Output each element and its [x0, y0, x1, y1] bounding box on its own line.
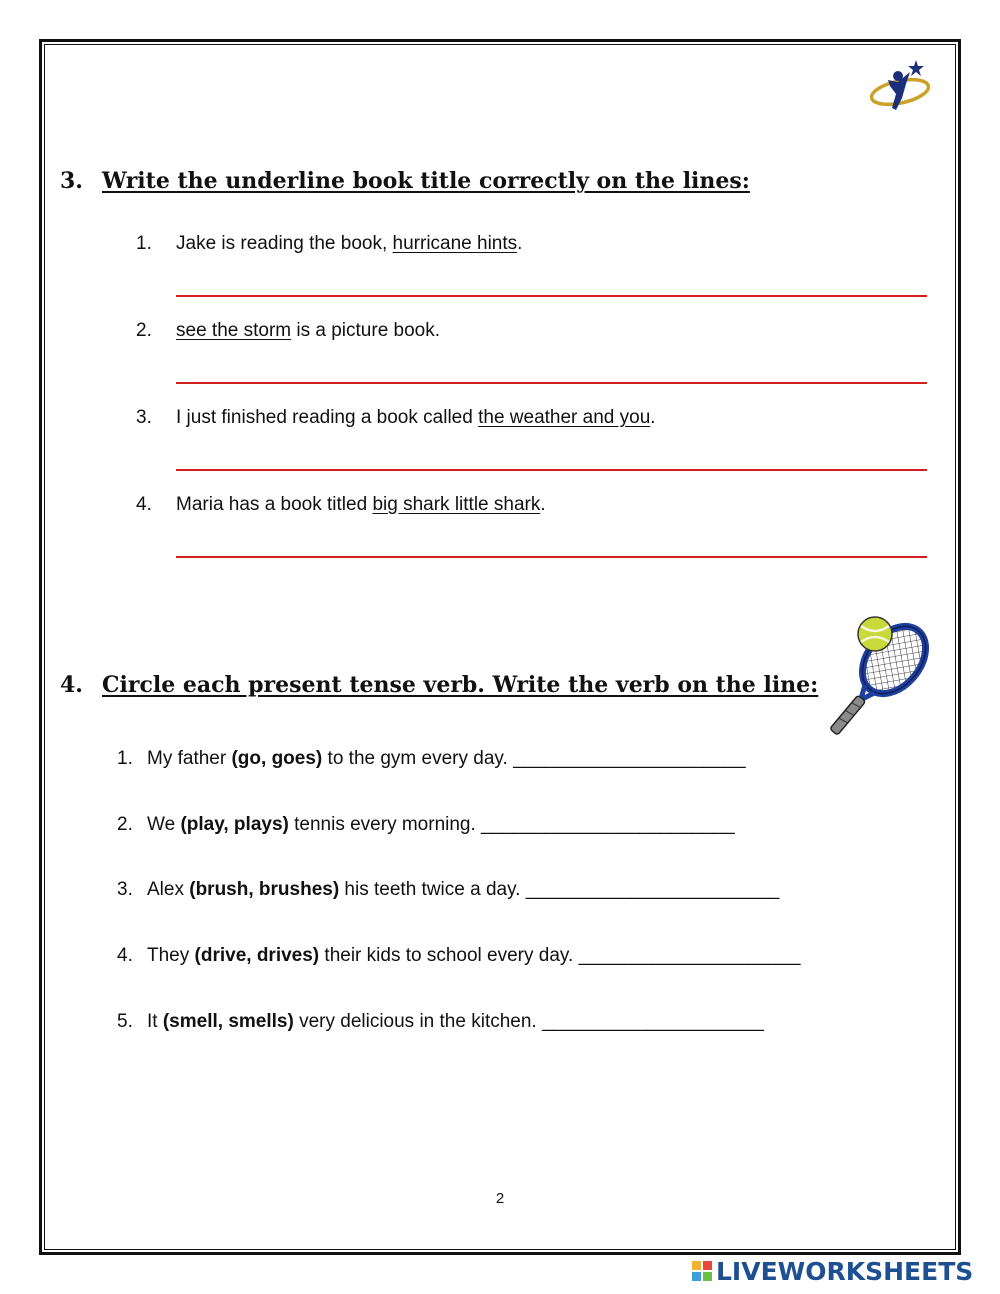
s3-item-1-number: 1.: [136, 233, 152, 254]
s4-item-1-options[interactable]: (go, goes): [231, 748, 323, 769]
s3-item-2: [136, 320, 440, 342]
section-4-title: Circle each present tense verb. Write the verb on the line:: [102, 672, 819, 698]
s3-item-3-book-title: the weather and you: [478, 407, 651, 428]
liveworksheets-logo[interactable]: [692, 1256, 973, 1286]
page-number: 2: [495, 1190, 505, 1207]
liveworksheets-wordmark: LIVEWORKSHEETS: [716, 1256, 974, 1286]
s4-item-4-number: 4.: [117, 945, 133, 966]
section-3-title: Write the underline book title correctly on the lines:: [102, 168, 750, 194]
s4-item-3: [117, 879, 779, 901]
s4-item-3-number: 3.: [117, 879, 133, 900]
s3-answer-line-3[interactable]: [176, 469, 927, 471]
school-logo-icon: [868, 58, 932, 116]
s4-item-2-options[interactable]: (play, plays): [180, 814, 289, 835]
s4-item-3-answer-blank[interactable]: ________________________: [525, 879, 780, 900]
s4-item-2-number: 2.: [117, 814, 133, 835]
s4-item-1: [117, 748, 746, 770]
tennis-racket-icon: [812, 612, 946, 750]
s3-item-1-end: .: [517, 233, 523, 254]
s4-item-5-answer-blank[interactable]: _____________________: [541, 1011, 764, 1032]
s4-item-4-answer-blank[interactable]: _____________________: [578, 945, 801, 966]
s4-item-2-answer-blank[interactable]: ________________________: [481, 814, 735, 835]
s4-item-4-text: They: [147, 945, 195, 966]
s4-item-2-text: We: [147, 814, 181, 835]
s4-item-1-text: My father: [147, 748, 232, 769]
s4-item-5-text: It: [147, 1011, 163, 1032]
s3-item-2-number: 2.: [136, 320, 152, 341]
s3-item-1-text: Jake is reading the book,: [176, 233, 393, 254]
s3-item-2-end: is a picture book.: [291, 320, 441, 341]
section-3-number: 3.: [60, 168, 83, 194]
s4-item-3-text: Alex: [147, 879, 190, 900]
s4-item-5-options[interactable]: (smell, smells): [162, 1011, 294, 1032]
section-3-heading: [60, 168, 750, 194]
s3-item-4-number: 4.: [136, 494, 152, 515]
s4-item-5: [117, 1011, 764, 1033]
s3-item-3-number: 3.: [136, 407, 152, 428]
s4-item-1-number: 1.: [117, 748, 133, 769]
s4-item-4-rest: their kids to school every day.: [319, 945, 579, 966]
section-4-heading: [60, 672, 818, 698]
s3-answer-line-2[interactable]: [176, 382, 927, 384]
s3-answer-line-4[interactable]: [176, 556, 927, 558]
s4-item-5-rest: very delicious in the kitchen.: [293, 1011, 542, 1032]
s3-item-4-end: .: [540, 494, 546, 515]
s3-item-1-book-title: hurricane hints: [392, 233, 518, 254]
s4-item-1-rest: to the gym every day.: [322, 748, 514, 769]
s3-item-4: [136, 494, 546, 516]
s4-item-5-number: 5.: [117, 1011, 133, 1032]
s3-item-1: [136, 233, 522, 255]
liveworksheets-blocks-icon: [692, 1261, 712, 1281]
s4-item-1-answer-blank[interactable]: ______________________: [513, 748, 746, 769]
s3-item-3: [136, 407, 656, 429]
s3-item-3-text: I just finished reading a book called: [176, 407, 479, 428]
s3-item-2-book-title: see the storm: [176, 320, 292, 341]
s4-item-3-options[interactable]: (brush, brushes): [189, 879, 340, 900]
s3-item-4-book-title: big shark little shark: [372, 494, 541, 515]
s4-item-2: [117, 814, 735, 836]
s4-item-2-rest: tennis every morning.: [288, 814, 482, 835]
s3-item-3-end: .: [650, 407, 656, 428]
s4-item-3-rest: his teeth twice a day.: [339, 879, 526, 900]
s3-answer-line-1[interactable]: [176, 295, 927, 297]
s3-item-4-text: Maria has a book titled: [176, 494, 373, 515]
s4-item-4-options[interactable]: (drive, drives): [194, 945, 320, 966]
section-4-number: 4.: [60, 672, 83, 698]
s4-item-4: [117, 945, 800, 967]
